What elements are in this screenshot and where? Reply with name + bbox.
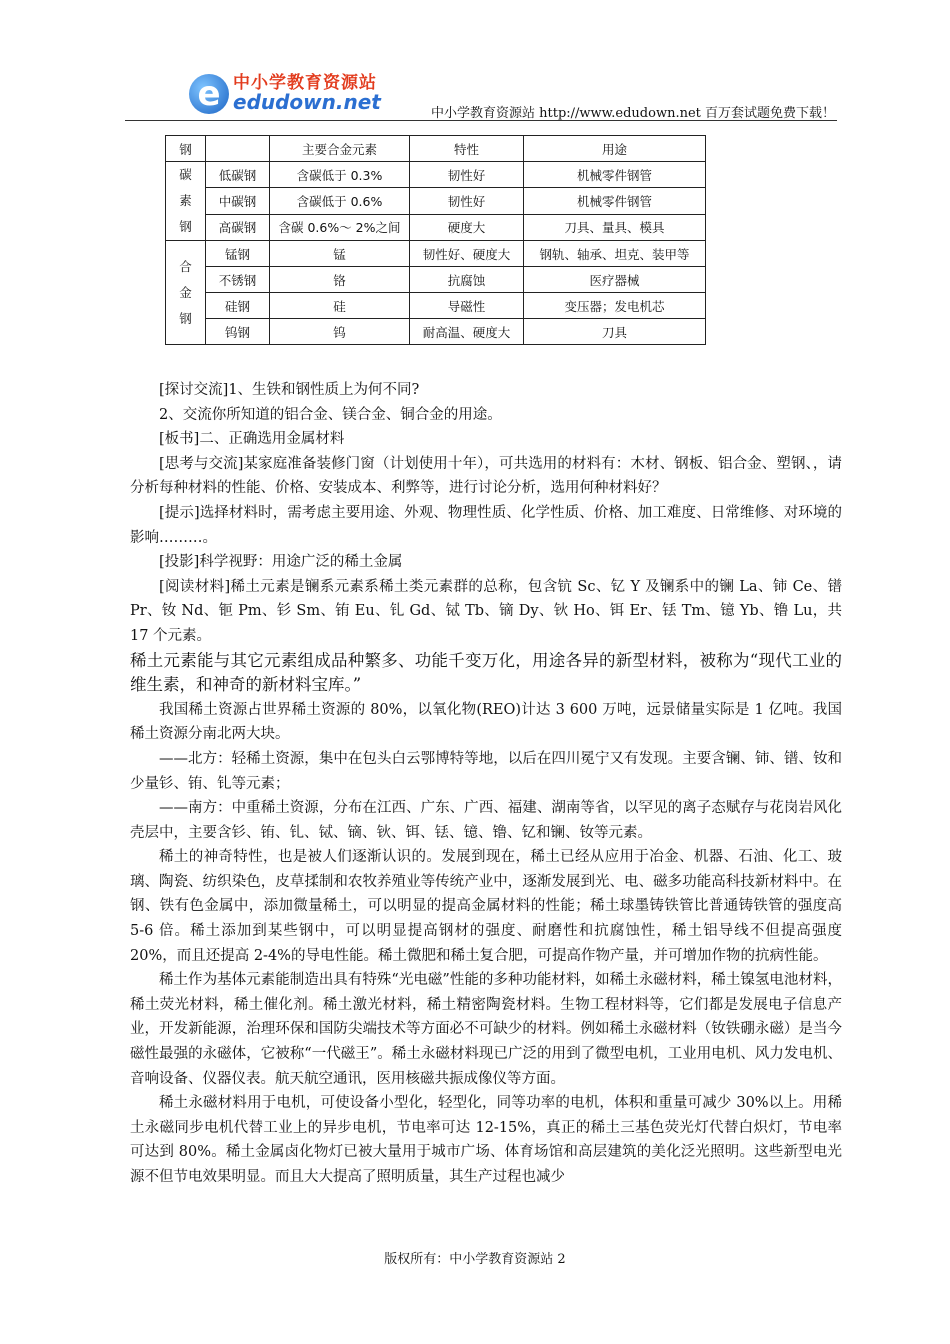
table-cell: 医疗器械: [524, 267, 706, 293]
table-cell: 机械零件钢管: [524, 162, 706, 188]
table-cell: 中碳钢: [206, 188, 270, 214]
table-cell: 韧性好: [410, 188, 524, 214]
table-cell: 锰钢: [206, 241, 270, 267]
page-footer: 版权所有：中小学教育资源站 2: [384, 1252, 566, 1267]
table-cell: 硅钢: [206, 293, 270, 319]
header-cell: 主要合金元素: [270, 136, 410, 162]
rare-earth-properties: 稀土的神奇特性，也是被人们逐渐认识的。发展到现在，稀土已经从应用于冶金、机器、石油、化工、玻璃、陶瓷、纺织染色，皮草揉制和农牧养殖业等传统产业中，逐渐发展到光、电、磁多功能高科技新材料中。在钢、铁有色金属中，添加微量稀土，可以明显的提高金属材料的性能；稀土球墨铸铁管比普通铸铁管的强度高 5-6 倍。稀土添加到某些钢中，可以明显提高钢材的强度、耐磨性和抗腐蚀性，稀土铝导线不但提高强度 20%，而且还提高 2-4%的导电性能。稀土微肥和稀土复合肥，可提高作物产量，并可增加作物的抗病性能。: [130, 849, 842, 964]
group-carbon-steel: 碳 素 钢: [166, 162, 206, 241]
discussion-question-1: [探讨交流]1、生铁和钢性质上为何不同?: [159, 382, 420, 398]
group-alloy-steel: 合 金 钢: [166, 241, 206, 345]
table-cell: 钨: [270, 319, 410, 345]
logo-e-icon: e: [189, 74, 229, 114]
site-logo[interactable]: [189, 68, 389, 118]
table-cell: 含碳低于 0.3%: [270, 162, 410, 188]
table-cell: 刀具: [524, 319, 706, 345]
china-resources: 我国稀土资源占世界稀土资源的 80%，以氧化物(REO)计达 3 600 万吨，远景储量实际是 1 亿吨。我国稀土资源分南北两大块。: [130, 701, 842, 743]
table-row: [166, 319, 706, 345]
page-header: [125, 60, 837, 121]
table-cell: 硬度大: [410, 214, 524, 240]
table-cell: 耐高温、硬度大: [410, 319, 524, 345]
header-cell: [206, 136, 270, 162]
table-row: [166, 188, 706, 214]
reading-material: [阅读材料]稀土元素是镧系元素系稀土类元素群的总称，包含钪 Sc、钇 Y 及镧系中的镧 La、铈 Ce、镨 Pr、钕 Nd、钷 Pm、钐 Sm、铕 Eu、钆 Gd、铽 Tb、镝 Dy、钬 Ho、铒 Er、铥 Tm、镱 Yb、镥 Lu，共 17 个元素。: [130, 578, 842, 644]
table-cell: 变压器；发电机芯: [524, 293, 706, 319]
table-row: [166, 293, 706, 319]
table-cell: 不锈钢: [206, 267, 270, 293]
header-cell: 特性: [410, 136, 524, 162]
table-row: [166, 241, 706, 267]
functional-materials: 稀土作为基体元素能制造出具有特殊“光电磁”性能的多种功能材料，如稀土永磁材料，稀土镍氢电池材料，稀土荧光材料，稀土催化剂。稀土激光材料，稀土精密陶瓷材料。生物工程材料等，它们都是发展电子信息产业，开发新能源，治理环保和国防尖端技术等方面必不可缺少的材料。例如稀土永磁材料（钕铁硼永磁）是当今磁性最强的永磁体，它被称“一代磁王”。稀土永磁材料现已广泛的用到了微型电机，工业用电机、风力发电机、音响设备、仪器仪表。航天航空通讯，医用核磁共振成像仪等方面。: [130, 972, 842, 1087]
table-cell: 刀具、量具、模具: [524, 214, 706, 240]
logo-english-text: edudown.net: [233, 90, 381, 114]
logo-chinese-text: 中小学教育资源站: [233, 73, 377, 93]
table-cell: 导磁性: [410, 293, 524, 319]
table-cell: 高碳钢: [206, 214, 270, 240]
table-cell: 韧性好、硬度大: [410, 241, 524, 267]
table-row: [166, 267, 706, 293]
header-cell: 钢: [166, 136, 206, 162]
table-cell: 低碳钢: [206, 162, 270, 188]
table-cell: 锰: [270, 241, 410, 267]
table-cell: 钢轨、轴承、坦克、装甲等: [524, 241, 706, 267]
table-cell: 铬: [270, 267, 410, 293]
table-row: [166, 162, 706, 188]
table-cell: 硅: [270, 293, 410, 319]
board-heading: [板书]二、正确选用金属材料: [159, 431, 345, 448]
north-resources: ——北方：轻稀土资源，集中在包头白云鄂博特等地，以后在四川冕宁又有发现。主要含镧、铈、镨、钕和少量钐、铕、钆等元素；: [130, 750, 842, 792]
discussion-question-2: 2、交流你所知道的铝合金、镁合金、铜合金的用途。: [159, 406, 502, 423]
think-and-discuss: [思考与交流]某家庭准备装修门窗（计划使用十年），可共选用的材料有：木材、钢板、铝合金、塑钢、，请分析每种材料的性能、价格、安装成本、利弊等，进行讨论分析，选用何种材料好？: [130, 455, 842, 497]
table-cell: 韧性好: [410, 162, 524, 188]
projection-heading: [投影]科学视野：用途广泛的稀土金属: [159, 554, 403, 571]
south-resources: ——南方：中重稀土资源，分布在江西、广东、广西、福建、湖南等省，以罕见的离子态赋存与花岗岩风化壳层中，主要含钐、铕、钆、铽、镝、钬、铒、铥、镱、镥、钇和镧、钕等元素。: [130, 800, 842, 841]
header-site-info: 中小学教育资源站 http://www.edudown.net 百万套试题免费下载！: [431, 106, 835, 121]
table-cell: 含碳低于 0.6%: [270, 188, 410, 214]
table-cell: 含碳 0.6%～ 2%之间: [270, 214, 410, 240]
body-text: [130, 378, 842, 1190]
reading-material-continued: 稀土元素能与其它元素组成品种繁多、功能千变万化，用途各异的新型材料，被称为“现代工业的维生素，和神奇的新材料宝库。”: [130, 650, 842, 695]
table-header-row: [166, 136, 706, 162]
table-cell: 钨钢: [206, 319, 270, 345]
permanent-magnet-usage: 稀土永磁材料用于电机，可使设备小型化，轻型化，同等功率的电机，体积和重量可减少 30%以上。用稀土永磁同步电机代替工业上的异步电机，节电率可达 12-15%，真正的稀土三基色荧光灯代替白炽灯，节电率可达到 80%。稀土金属卤化物灯已被大量用于城市广场、体育场馆和高层建筑的美化泛光照明。这些新型电光源不但节电效果明显。而且大大提高了照明质量，其生产过程也减少: [130, 1095, 842, 1185]
hint-paragraph: [提示]选择材料时，需考虑主要用途、外观、物理性质、化学性质、价格、加工难度、日常维修、对环境的影响………。: [130, 504, 842, 546]
table-row: [166, 214, 706, 240]
steel-types-table: [165, 135, 706, 345]
table-cell: 机械零件钢管: [524, 188, 706, 214]
header-cell: 用途: [524, 136, 706, 162]
table-cell: 抗腐蚀: [410, 267, 524, 293]
